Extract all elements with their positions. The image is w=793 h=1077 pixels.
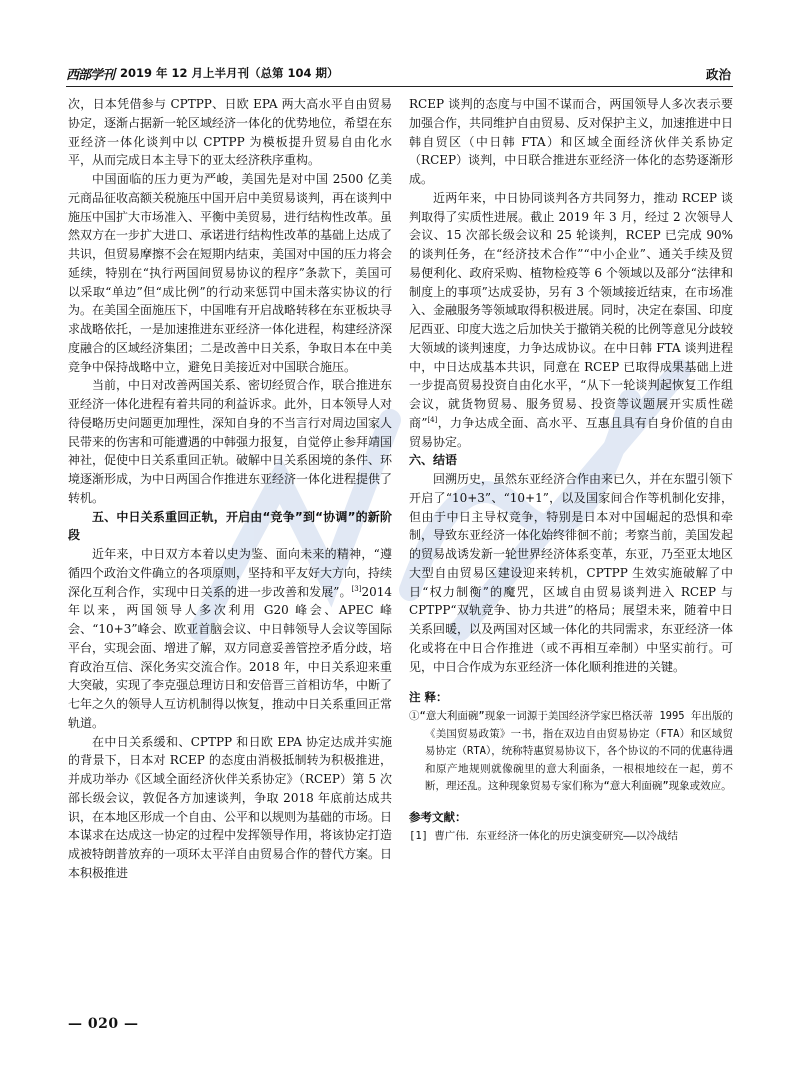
paragraph: 中国面临的压力更为严峻，美国先是对中国 2500 亿美元商品征收高额关税施压中国开启中美贸易谈判，再在谈判中施压中国扩大市场准入、平衡中美贸易，进行结构性改革。虽然双方在一步扩大进口、承诺进行结构性改革的基础上达成了共识，但贸易摩擦不会在短期内结束，美国对中国的压力将会延续，特别在“执行两国间贸易协议的程序”条款下，美国可以采取“单边”但“成比例”的行动来惩罚中国未落实协议的行为。在美国全面施压下，中国唯有开启战略转移在东亚板块寻求战略依托，一是加速推进东亚经济一体化进程，构建经济深度融合的区域经济集团；二是改善中日关系，争取日本在中美竞争中保持战略中立，避免日美接近对中国联合施压。 [68,172,393,374]
paragraph: 回溯历史，虽然东亚经济合作由来已久，并在东盟引领下开启了“10+3”、“10+1”，以及国家间合作等机制化安排，但由于中日主导权竞争，特别是日本对中国崛起的恐惧和牵制，导致东亚经济一体化始终徘徊不前；考察当前，美国发起的贸易战诱发新一轮世界经济体系变革，东亚，乃至亚太地区大型自由贸易区建设迎来转机，CPTPP 生效实施破解了中日“权力制衡”的魔咒，区域自由贸易谈判进入 RCEP 与 CPTPP“双轨竞争、协力共进”的格局；展望未来，随着中日关系回暖，以及两国对区域一体化的共同需求，东亚经济一体化或将在中日合作推进（或不再相互牵制）中坚实前行。可见，中日合作成为东亚经济一体化顺利推进的关键。 [409,472,734,674]
reference-item: [1] 曹广伟．东亚经济一体化的历史演变研究——以冷战结 [409,829,678,842]
footnote: ①“意大利面碗”现象一词源于美国经济学家巴格沃蒂 1995 年出版的《美国贸易政策》一书，指在双边自由贸易协定（FTA）和区域贸易协定（RTA），统称特惠贸易协议下，各个协议的不同的优惠待遇和原产地规则就像碗里的意大利面条，一根根地绞在一起，剪不断，理还乱。这种现象贸易专家们称为“意大利面碗”现象或效应。 [409,710,733,793]
references-title: 参考文献： [409,809,467,824]
paragraph-text: 2014 年以来，两国领导人多次利用 G20 峰会、APEC 峰会、“10+3”峰会、欧亚首脑会议、中日韩领导人会议等国际平台，实现会面、增进了解，双方同意妥善管控矛盾分歧，培育政治互信、深化务实交流合作。2018 年，中日关系迎来重大突破，实现了李克强总理访日和安倍晋三首相访华，中断了七年之久的领导人互访机制得以恢复，推动中日关系重回正常轨道。 [68,584,393,730]
journal-issue: 2019 年 12 月上半月刊（总第 104 期） [120,66,339,80]
paragraph: RCEP 谈判的态度与中国不谋而合，两国领导人多次表示要加强合作，共同维护自由贸易、反对保护主义，加速推进中日韩自贸区（中日韩 FTA）和区域全面经济伙伴关系协定（RCEP）谈判，中日联合推进东亚经济一体化的态势逐渐形成。 [409,97,734,186]
notes-title: 注 释： [409,690,448,705]
section-heading: 五、中日关系重回正轨，开启由“竞争”到“协调”的新阶段 [68,509,392,543]
paragraph: 在中日关系缓和、CPTPP 和日欧 EPA 协定达成并实施的背景下，日本对 RCEP 的态度由消极抵制转为积极推进，并成功举办《区域全面经济伙伴关系协定》（RCEP）第 5 次部长级会议，敦促各方加速谈判，争取 2018 年底前达成共识，在本地区形成一个自由、公平和以规则为基础的市场。日本谋求在达成这一协定的过程中发挥领导作用，将该协定打造成被特朗普放弃的一项环太平洋自由贸易合作的替代方案。日本积极推进 [68,734,393,880]
paragraph-text: ，力争达成全面、高水平、互惠且具有自身价值的自由贸易协定。 [409,415,733,449]
section-heading: 六、结语 [409,453,458,468]
paragraph-text: 近年来，中日双方本着以史为鉴、面向未来的精神，“遵循四个政治文件确立的各项原则，坚持和平友好大方向，持续深化互利合作，实现中日关系的进一步改善和发展”。 [68,547,393,599]
left-column [68,95,392,883]
paragraph [68,545,392,733]
paragraph-text: 近两年来，中日协同谈判各方共同努力，推动 RCEP 谈判取得了实质性进展。截止 2019 年 3 月，经过 2 次领导人会议、15 次部长级会议和 25 轮谈判，RCEP 已完成 90% 的谈判任务，在“经济技术合作”“中小企业”、通关手续及贸易便利化、政府采购、植物检疫等 6 个领域以及部分“法律和制度上的事项”达成妥协，另有 3 个领域接近结束，在市场准入、金融服务等领域取得积极进展。同时，决定在泰国、印度尼西亚、印度大选之后加快关于撤销关税的比例等意见分歧较大领域的谈判速度，力争达成协议。在中日韩 FTA 谈判进程中，中日达成基本共识，同意在 RCEP 已取得成果基础上进一步提高贸易投资自由化水平，“从下一轮谈判起恢复工作组会议，就货物贸易、服务贸易、投资等议题展开实质性磋商” [409,190,734,430]
paragraph: 次，日本凭借参与 CPTPP、日欧 EPA 两大高水平自由贸易协定，逐渐占据新一轮区域经济一体化的优势地位，希望在东亚经济一体化谈判中以 CPTPP 为模板提升贸易自由化水平，从而完成日本主导下的亚太经济秩序重构。 [68,97,393,168]
journal-logo: 西部学刊 [66,68,115,83]
right-column [409,95,733,845]
paragraph [409,189,733,452]
section-tag: 政治 [705,67,731,82]
page-header [66,62,733,87]
citation-ref[interactable]: [3] [351,584,362,593]
citation-ref[interactable]: [4] [427,415,438,424]
paragraph: 当前，中日对改善两国关系、密切经贸合作，联合推进东亚经济一体化进程有着共同的利益诉求。此外，日本领导人对待侵略历史问题更加理性，深知自身的不当言行对周边国家人民带来的伤害和可能遭遇的中韩强力报复，自觉停止参拜靖国神社，促使中日关系重回正轨。破解中日关系困境的条件、环境逐渐形成，为中日两国合作推进东亚经济一体化进程提供了转机。 [68,378,393,505]
page-number: — 020 — [68,1016,139,1032]
